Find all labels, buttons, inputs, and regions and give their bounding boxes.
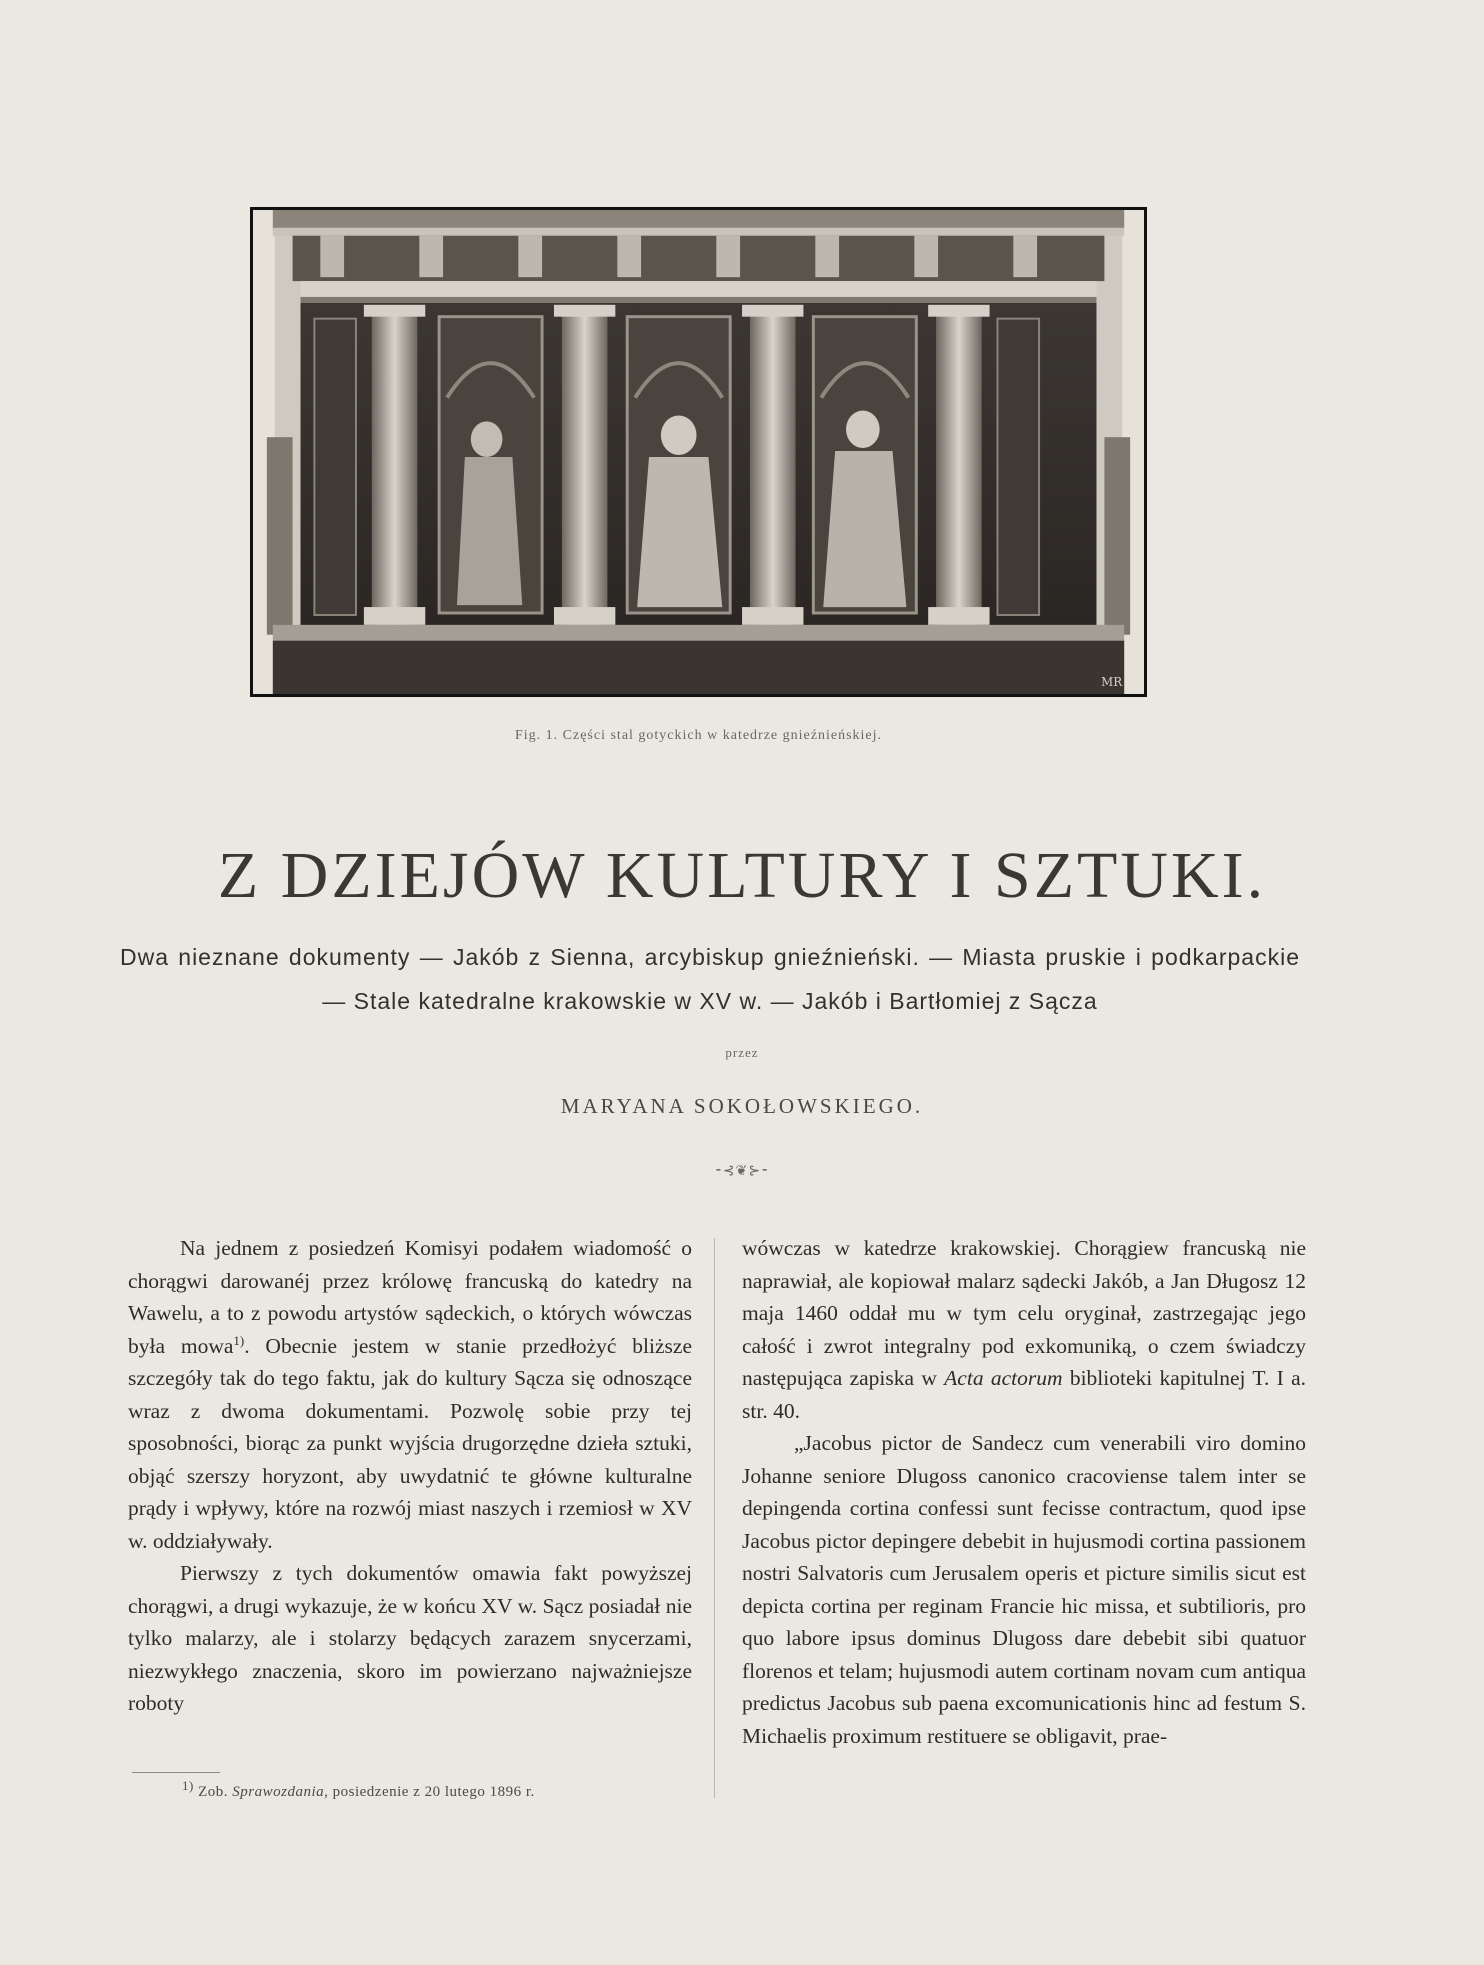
by-line-word: przez bbox=[725, 1045, 759, 1060]
stalls-illustration bbox=[253, 210, 1144, 694]
figure-gothic-stalls bbox=[250, 207, 1147, 697]
footnote-ref: 1) bbox=[233, 1332, 245, 1348]
article-subtitle: Dwa nieznane dokumenty — Jakób z Sienna, arcybiskup gnieźnieński. — Miasta pruskie i podkarpackie — Stale katedralne krakowskie w XV w. — Jakób i Bartłomiej z Sącza bbox=[120, 944, 1300, 1014]
article-title: Z DZIEJÓW KULTURY I SZTUKI. bbox=[217, 839, 1267, 912]
left-column bbox=[128, 1232, 692, 1720]
figure-monogram: MR bbox=[1101, 675, 1123, 690]
paragraph: wówczas w katedrze krakowskiej. Chorągiew francuską nie naprawiał, ale kopiował malarz sądecki Jakób, a Jan Długosz 12 maja 1460 oddał mu w tym celu oryginał, zastrzegając jego całość i zwrot integralny pod exkomuniką, o czem świadczy następująca zapiska w Acta actorum biblioteki kapitulnej T. I a. str. 40. bbox=[742, 1236, 1306, 1423]
paragraph: Na jednem z posiedzeń Komisyi podałem wiadomość o chorągwi darowanéj przez królowę francuską do katedry na Wawelu, a to z powodu artystów sądeckich, o których wówczas była mowa$^{1)}$. Obecnie jestem w stanie przedłożyć bliższe szczegóły tak do tego faktu, jak do kultury Sącza się odnoszące wraz z dwoma dokumentami. Pozwolę sobie przy tej sposobności, biorąc za punkt wyjścia drugorzędne dzieła sztuki, objąć szerszy horyzont, aby uwydatnić te główne kulturalne prądy i wpływy, które na rozwój miast naszych i rzemiosł w XV w. oddziaływały. bbox=[128, 1236, 692, 1553]
figure-caption: Fig. 1. Części stal gotyckich w katedrze gnieźnieńskiej. bbox=[514, 728, 883, 743]
footnote: 1) Zob. Sprawozdania, posiedzenie z 20 lutego 1896 r. bbox=[182, 1778, 535, 1800]
ornament-divider: ⁃⊰❦⊱⁃ bbox=[714, 1164, 770, 1179]
paragraph: Pierwszy z tych dokumentów omawia fakt powyższej chorągwi, a drugi wykazuje, że w końcu XV w. Sącz posiadał nie tylko malarzy, ale i stolarzy będących zarazem snycerzami, niezwykłego znaczenia, skoro im powierzano najważniejsze roboty bbox=[128, 1561, 692, 1715]
author-name: MARYANA SOKOŁOWSKIEGO. bbox=[560, 1094, 924, 1118]
right-column bbox=[742, 1232, 1306, 1752]
latin-quote: „Jacobus pictor de Sandecz cum venerabili viro domino Johanne seniore Dlugoss canonico cracoviense talem inter se depingenda cortina confessi sunt fecisse contractum, quod ipse Jacobus pictor depingere debebit in hujusmodi cortina passionem nostri Salvatoris cum Jerusalem operis et picture similis sicut est depicta cortina per reginam Francie hic missa, et subtilioris, pro quo labore ipsus dominus Dlugoss dare debebit sibi quatuor florenos et telam; hujusmodi autem cortinam novam cum antiqua predictus Jacobus sub paena excomunicationis hinc ad festum S. Michaelis proximum restituere se obligavit, prae- bbox=[742, 1431, 1306, 1748]
footnote-rule bbox=[132, 1772, 220, 1773]
column-rule bbox=[714, 1238, 715, 1798]
italic-title: Acta actorum bbox=[944, 1366, 1063, 1390]
